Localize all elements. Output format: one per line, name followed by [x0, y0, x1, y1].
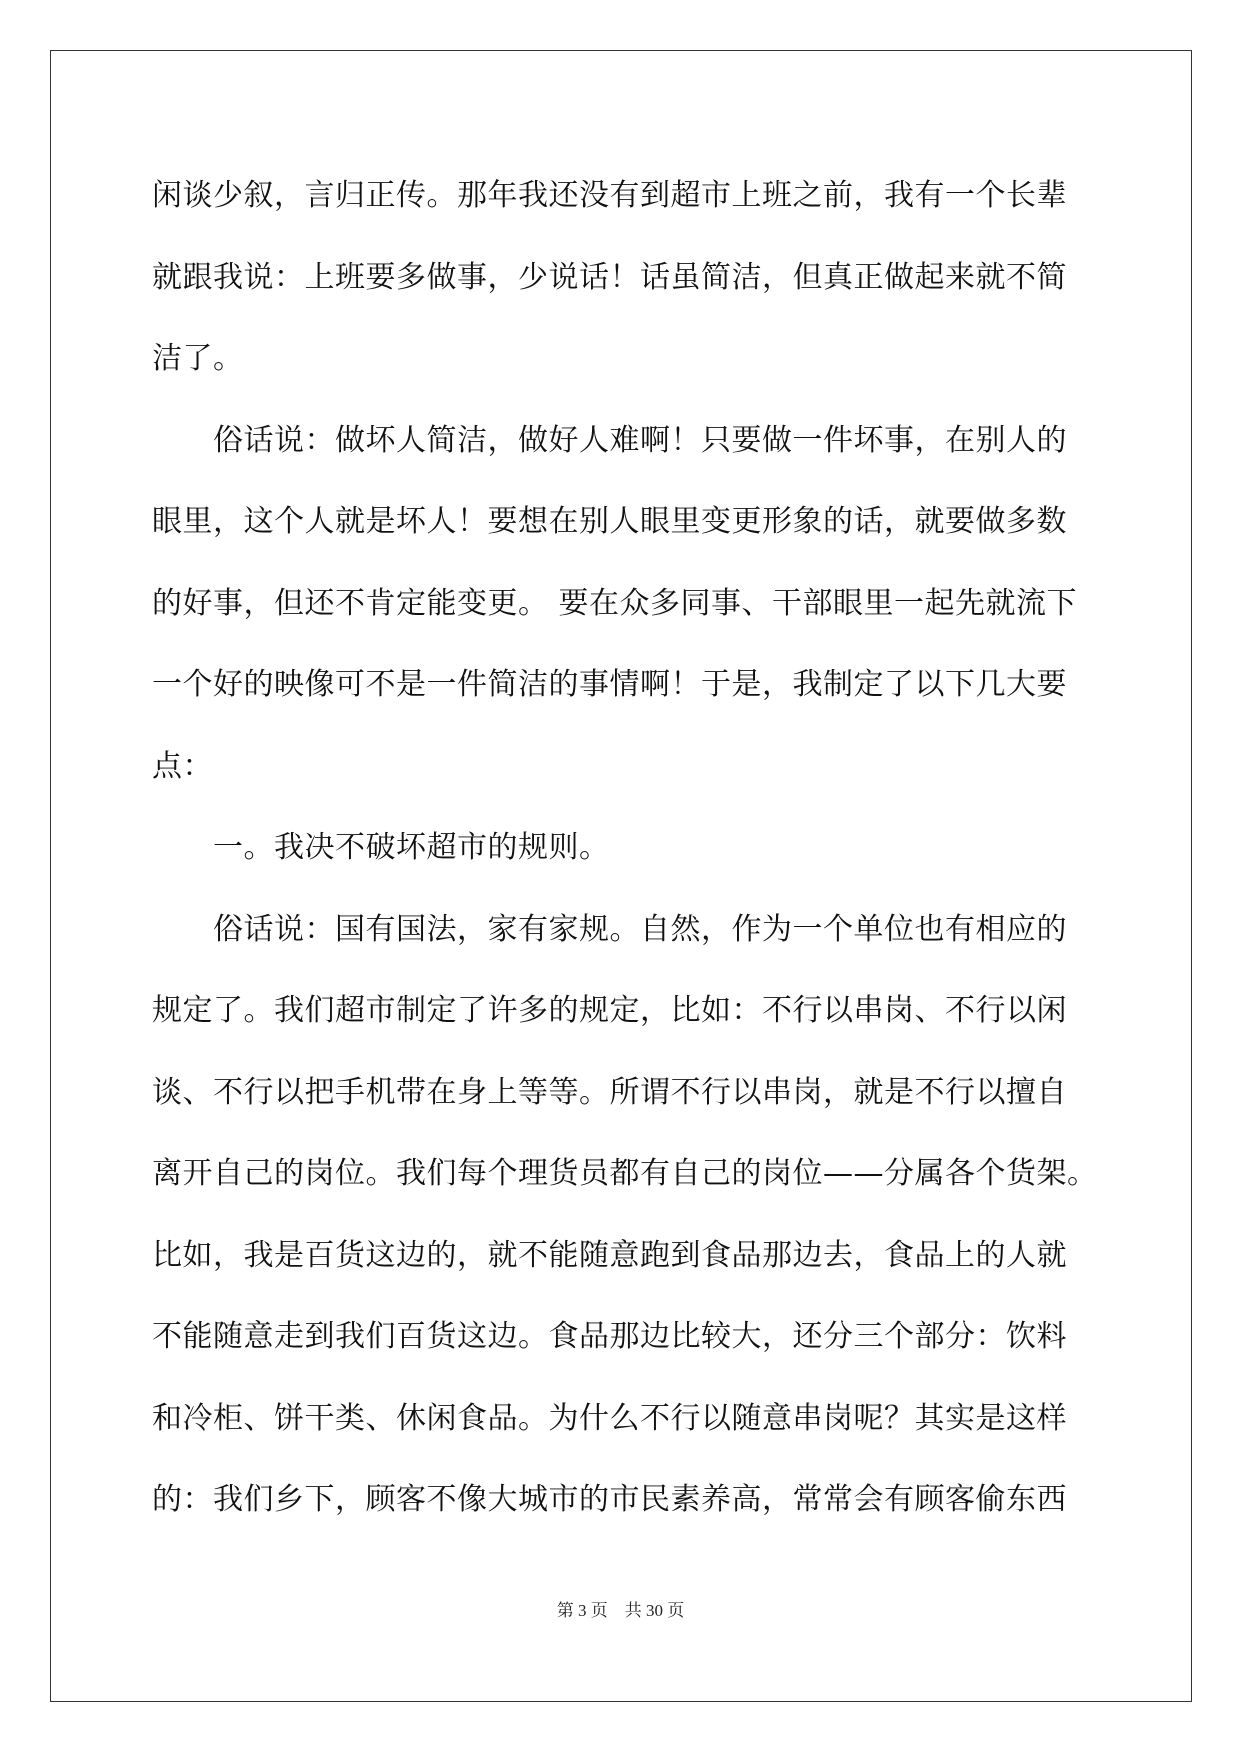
body-line: 不能随意走到我们百货这边。食品那边比较大，还分三个部分：饮料 — [152, 1319, 1067, 1354]
document-body — [152, 155, 1098, 1541]
body-line: 和冷柜、饼干类、休闲食品。为什么不行以随意串岗呢？其实是这样 — [152, 1400, 1067, 1436]
body-line: 规定了。我们超市制定了许多的规定，比如：不行以串岗、不行以闲 — [152, 993, 1067, 1028]
body-line: 谈、不行以把手机带在身上等等。所谓不行以串岗，就是不行以擅自 — [152, 1074, 1067, 1110]
body-line: 一。我决不破坏超市的规则。 — [152, 830, 610, 865]
body-line: 俗话说：做坏人简洁，做好人难啊！只要做一件坏事，在别人的 — [152, 422, 1067, 458]
body-line: 比如，我是百货这边的，就不能随意跑到食品那边去，食品上的人就 — [152, 1237, 1067, 1273]
body-line: 洁了。 — [152, 341, 244, 376]
body-line: 离开自己的岗位。我们每个理货员都有自己的岗位——分属各个货架。 — [152, 1156, 1098, 1191]
body-line: 闲谈少叙，言归正传。那年我还没有到超市上班之前，我有一个长辈 — [152, 178, 1067, 213]
body-line: 就跟我说：上班要多做事，少说话！话虽简洁，但真正做起来就不简 — [152, 259, 1067, 295]
body-line: 的：我们乡下，顾客不像大城市的市民素养高，常常会有顾客偷东西 — [152, 1482, 1067, 1517]
body-line: 的好事，但还不肯定能变更。 要在众多同事、干部眼里一起先就流下 — [152, 585, 1078, 621]
body-line: 点： — [152, 748, 213, 784]
body-line: 一个好的映像可不是一件简洁的事情啊！于是，我制定了以下几大要 — [152, 667, 1067, 702]
body-line: 俗话说：国有国法，家有家规。自然，作为一个单位也有相应的 — [152, 911, 1067, 947]
body-line: 眼里，这个人就是坏人！要想在别人眼里变更形象的话，就要做多数 — [152, 504, 1067, 539]
page-number: 第 3 页 共 30 页 — [556, 1601, 685, 1620]
